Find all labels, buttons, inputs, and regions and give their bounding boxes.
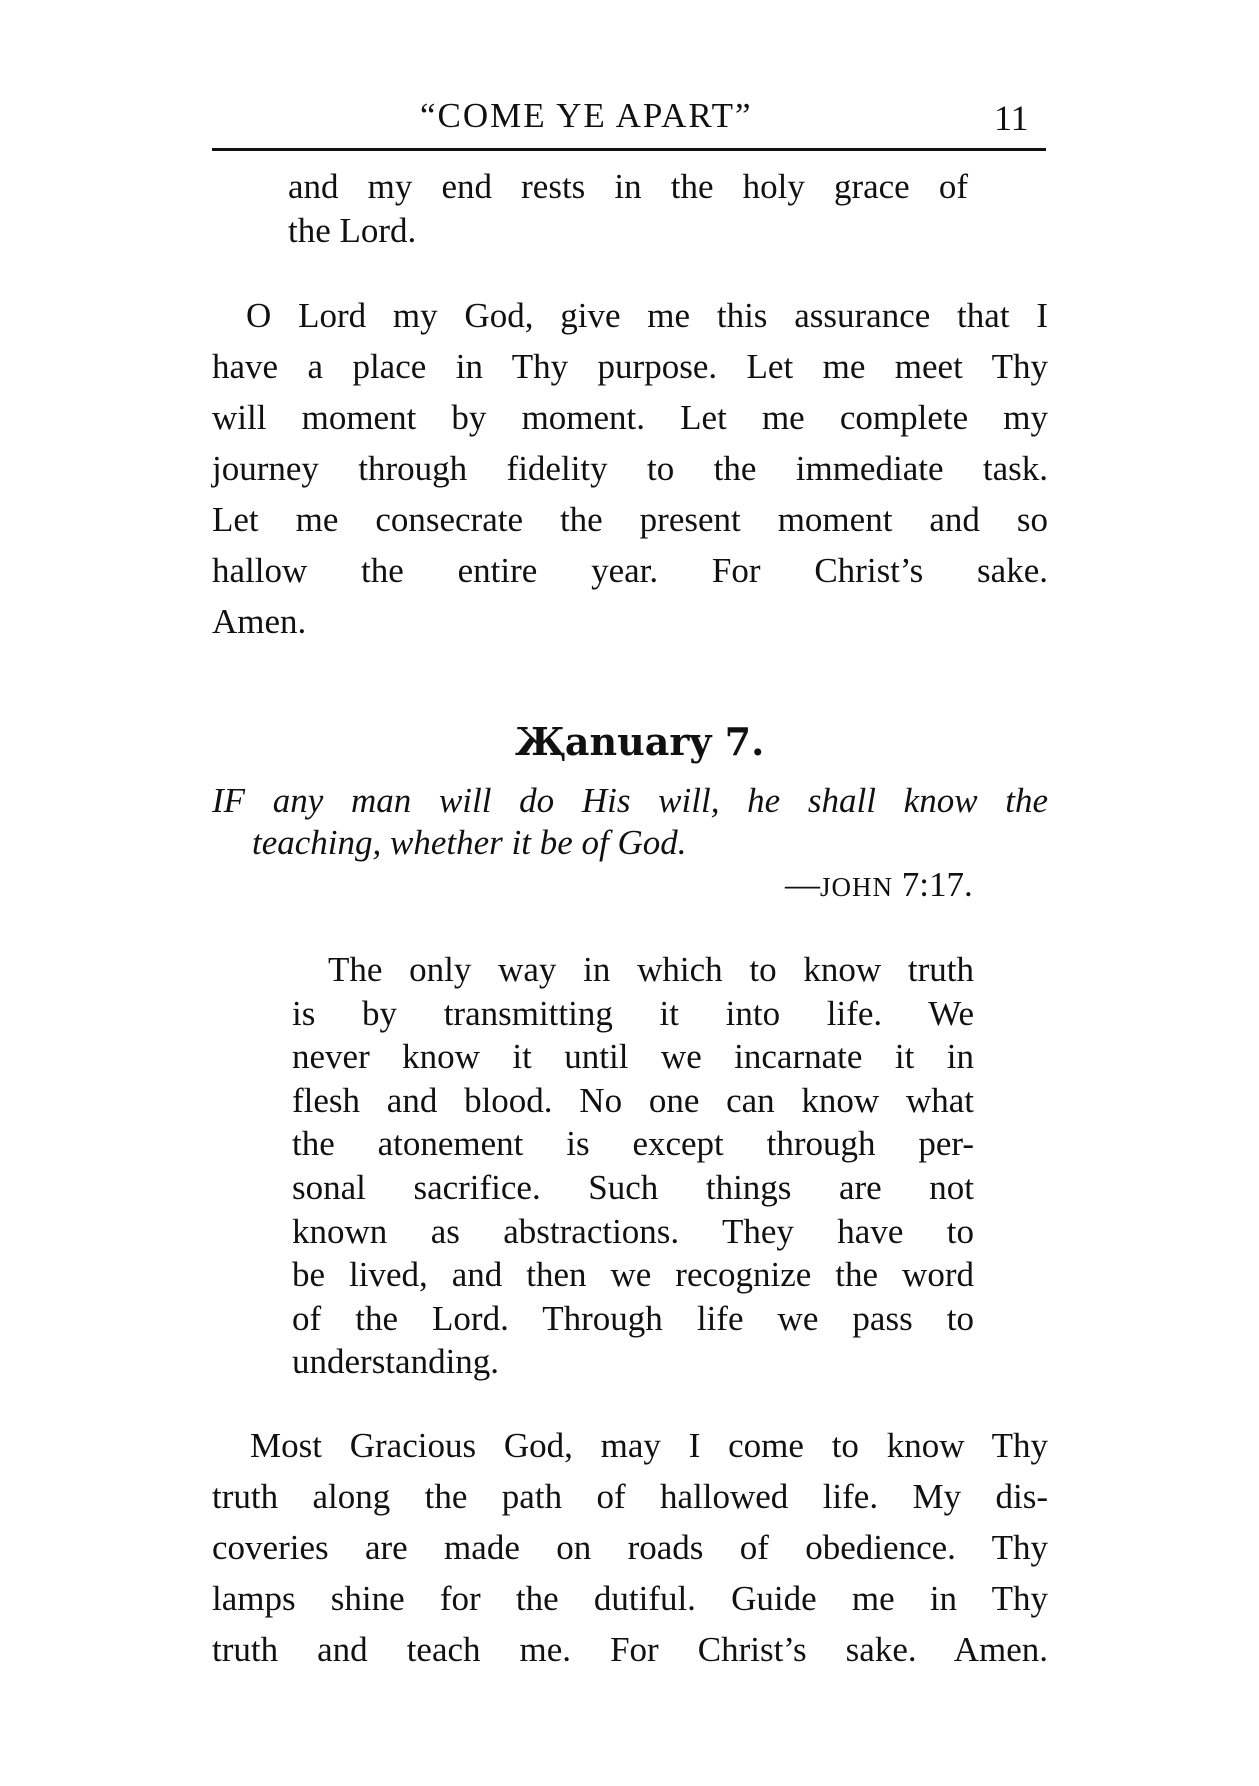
text-line: understanding. — [292, 1342, 500, 1382]
text-line: known as abstractions. They have to — [292, 1211, 974, 1251]
text-line: be lived, and then we recognize the word — [292, 1255, 974, 1295]
citation-book: JOHN — [820, 872, 894, 902]
scripture-citation — [785, 864, 973, 908]
text-line: the atonement is except through per- — [292, 1124, 974, 1164]
verse-line: IF any man will do His will, he shall know the — [212, 781, 1048, 820]
prayer-paragraph-1 — [212, 290, 1048, 647]
text-line: Amen. — [212, 602, 307, 641]
text-line: truth along the path of hallowed life. My dis- — [212, 1477, 1048, 1516]
text-line: truth and teach me. For Christ’s sake. Amen. — [212, 1630, 1048, 1669]
text-line: Let me consecrate the present moment and so — [212, 500, 1048, 539]
text-line: lamps shine for the dutiful. Guide me in Thy — [212, 1579, 1048, 1618]
text-line: never know it until we incarnate it in — [292, 1037, 974, 1077]
header-rule — [212, 148, 1046, 151]
page-number: 11 — [994, 98, 1029, 138]
citation-dash: — — [785, 865, 820, 904]
date-heading: Җanuary 7. — [515, 719, 765, 764]
meditation-paragraph — [292, 948, 974, 1384]
continuation-paragraph — [288, 165, 968, 253]
prayer-paragraph-2 — [212, 1420, 1048, 1675]
scripture-verse — [212, 780, 1048, 864]
text-line: flesh and blood. No one can know what — [292, 1080, 974, 1120]
citation-reference: 7:17. — [893, 865, 973, 904]
text-line: O Lord my God, give me this assurance that I — [246, 296, 1048, 335]
text-line: The only way in which to know truth — [328, 950, 974, 989]
text-line: of the Lord. Through life we pass to — [292, 1298, 974, 1338]
running-title: “COME YE APART” — [420, 96, 753, 135]
text-line: have a place in Thy purpose. Let me meet Thy — [212, 347, 1048, 386]
text-line: hallow the entire year. For Christ’s sake. — [212, 551, 1048, 590]
text-line: is by transmitting it into life. We — [292, 993, 974, 1033]
verse-line: teaching, whether it be of God. — [252, 823, 687, 862]
text-line: sonal sacrifice. Such things are not — [292, 1167, 974, 1207]
text-line: journey through fidelity to the immediate task. — [212, 449, 1048, 488]
text-line: coveries are made on roads of obedience. Thy — [212, 1528, 1048, 1567]
text-line: and my end rests in the holy grace of — [288, 167, 968, 206]
text-line: the Lord. — [288, 211, 417, 250]
text-line: Most Gracious God, may I come to know Thy — [250, 1426, 1048, 1465]
text-line: will moment by moment. Let me complete my — [212, 398, 1048, 437]
